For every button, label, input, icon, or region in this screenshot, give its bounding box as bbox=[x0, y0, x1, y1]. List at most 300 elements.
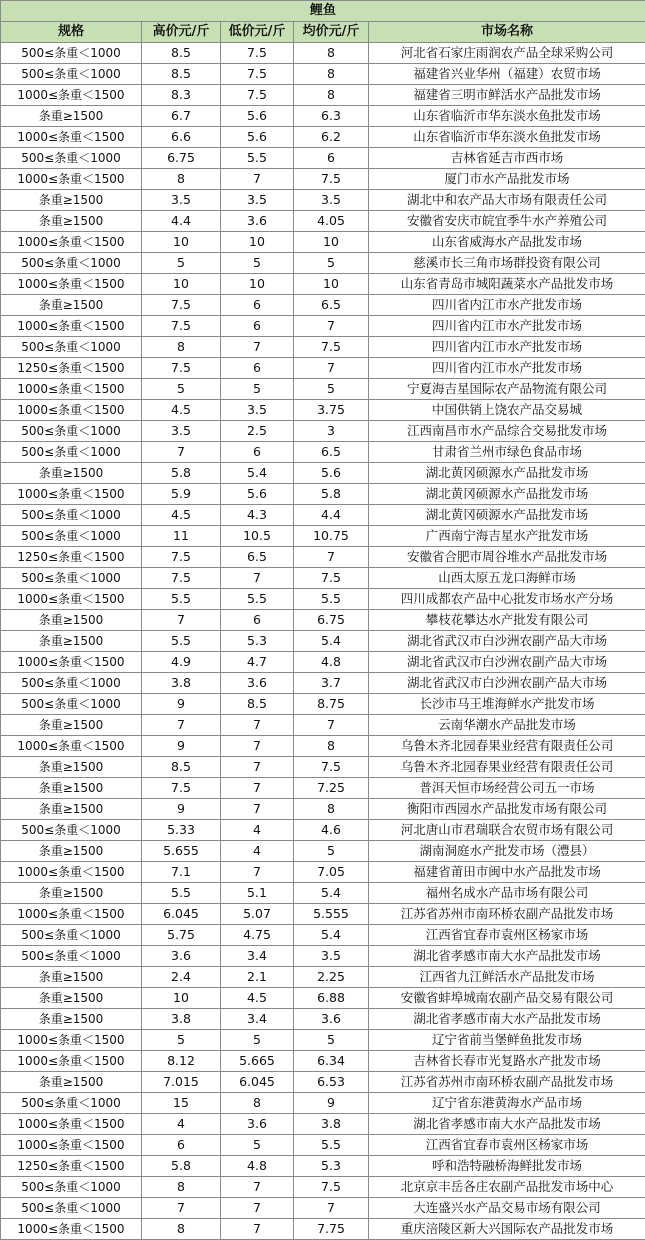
avg-price-cell: 7.25 bbox=[294, 778, 369, 799]
high-price-cell: 2.4 bbox=[142, 967, 221, 988]
spec-cell: 500≤条重＜1000 bbox=[1, 1177, 142, 1198]
table-row bbox=[1, 190, 645, 211]
high-price-cell: 7.5 bbox=[142, 547, 221, 568]
avg-price-cell: 6.75 bbox=[294, 610, 369, 631]
market-cell: 江苏省苏州市南环桥农副产品批发市场 bbox=[369, 1072, 645, 1093]
avg-price-cell: 5.8 bbox=[294, 484, 369, 505]
high-price-cell: 7.5 bbox=[142, 295, 221, 316]
high-price-cell: 15 bbox=[142, 1093, 221, 1114]
low-price-cell: 4.7 bbox=[221, 652, 294, 673]
market-cell: 湖北省孝感市南大水产品批发市场 bbox=[369, 1009, 645, 1030]
avg-price-cell: 2.25 bbox=[294, 967, 369, 988]
avg-price-cell: 3.5 bbox=[294, 190, 369, 211]
table-row bbox=[1, 253, 645, 274]
high-price-cell: 4 bbox=[142, 1114, 221, 1135]
market-cell: 中国供销上饶农产品交易城 bbox=[369, 400, 645, 421]
low-price-cell: 5 bbox=[221, 379, 294, 400]
spec-cell: 条重≥1500 bbox=[1, 967, 142, 988]
high-price-cell: 5 bbox=[142, 379, 221, 400]
high-price-cell: 8 bbox=[142, 1219, 221, 1240]
spec-cell: 500≤条重＜1000 bbox=[1, 442, 142, 463]
high-price-cell: 8.5 bbox=[142, 757, 221, 778]
low-price-cell: 3.6 bbox=[221, 1114, 294, 1135]
avg-price-cell: 3.75 bbox=[294, 400, 369, 421]
spec-cell: 条重≥1500 bbox=[1, 757, 142, 778]
table-row bbox=[1, 1135, 645, 1156]
table-row bbox=[1, 1051, 645, 1072]
avg-price-cell: 8 bbox=[294, 43, 369, 64]
spec-cell: 条重≥1500 bbox=[1, 631, 142, 652]
avg-price-cell: 4.4 bbox=[294, 505, 369, 526]
low-price-cell: 7 bbox=[221, 862, 294, 883]
high-price-cell: 8.5 bbox=[142, 43, 221, 64]
low-price-cell: 8 bbox=[221, 1093, 294, 1114]
low-price-cell: 6 bbox=[221, 295, 294, 316]
spec-cell: 1000≤条重＜1500 bbox=[1, 85, 142, 106]
table-row bbox=[1, 736, 645, 757]
table-row bbox=[1, 358, 645, 379]
header-avg-price: 均价元/斤 bbox=[294, 22, 369, 43]
table-row bbox=[1, 106, 645, 127]
high-price-cell: 3.8 bbox=[142, 1009, 221, 1030]
spec-cell: 条重≥1500 bbox=[1, 295, 142, 316]
low-price-cell: 5.665 bbox=[221, 1051, 294, 1072]
high-price-cell: 9 bbox=[142, 736, 221, 757]
low-price-cell: 3.5 bbox=[221, 400, 294, 421]
high-price-cell: 8 bbox=[142, 337, 221, 358]
low-price-cell: 7 bbox=[221, 1198, 294, 1219]
high-price-cell: 4.5 bbox=[142, 400, 221, 421]
market-cell: 山东省威海水产品批发市场 bbox=[369, 232, 645, 253]
high-price-cell: 10 bbox=[142, 232, 221, 253]
high-price-cell: 5.8 bbox=[142, 463, 221, 484]
spec-cell: 500≤条重＜1000 bbox=[1, 1093, 142, 1114]
low-price-cell: 6 bbox=[221, 610, 294, 631]
market-cell: 江苏省苏州市南环桥农副产品批发市场 bbox=[369, 904, 645, 925]
market-cell: 吉林省延吉市西市场 bbox=[369, 148, 645, 169]
high-price-cell: 8.3 bbox=[142, 85, 221, 106]
spec-cell: 1000≤条重＜1500 bbox=[1, 1219, 142, 1240]
low-price-cell: 3.5 bbox=[221, 190, 294, 211]
low-price-cell: 5.6 bbox=[221, 484, 294, 505]
market-cell: 湖北省孝感市南大水产品批发市场 bbox=[369, 946, 645, 967]
low-price-cell: 10.5 bbox=[221, 526, 294, 547]
high-price-cell: 7.5 bbox=[142, 778, 221, 799]
spec-cell: 500≤条重＜1000 bbox=[1, 820, 142, 841]
low-price-cell: 4.8 bbox=[221, 1156, 294, 1177]
low-price-cell: 7 bbox=[221, 1177, 294, 1198]
table-row bbox=[1, 526, 645, 547]
avg-price-cell: 7.5 bbox=[294, 1177, 369, 1198]
high-price-cell: 10 bbox=[142, 988, 221, 1009]
high-price-cell: 9 bbox=[142, 799, 221, 820]
table-row bbox=[1, 946, 645, 967]
spec-cell: 1000≤条重＜1500 bbox=[1, 1051, 142, 1072]
avg-price-cell: 7 bbox=[294, 1198, 369, 1219]
market-cell: 山东省青岛市城阳蔬菜水产品批发市场 bbox=[369, 274, 645, 295]
market-cell: 福建省三明市鲜活水产品批发市场 bbox=[369, 85, 645, 106]
spec-cell: 500≤条重＜1000 bbox=[1, 925, 142, 946]
spec-cell: 1000≤条重＜1500 bbox=[1, 904, 142, 925]
low-price-cell: 2.5 bbox=[221, 421, 294, 442]
market-cell: 安徽省安庆市皖宜季牛水产养殖公司 bbox=[369, 211, 645, 232]
table-row bbox=[1, 820, 645, 841]
avg-price-cell: 4.8 bbox=[294, 652, 369, 673]
high-price-cell: 10 bbox=[142, 274, 221, 295]
table-row bbox=[1, 778, 645, 799]
table-row bbox=[1, 43, 645, 64]
low-price-cell: 5.07 bbox=[221, 904, 294, 925]
high-price-cell: 3.8 bbox=[142, 673, 221, 694]
spec-cell: 1000≤条重＜1500 bbox=[1, 400, 142, 421]
table-row bbox=[1, 379, 645, 400]
spec-cell: 条重≥1500 bbox=[1, 106, 142, 127]
low-price-cell: 5 bbox=[221, 253, 294, 274]
low-price-cell: 3.6 bbox=[221, 211, 294, 232]
avg-price-cell: 7 bbox=[294, 715, 369, 736]
market-cell: 大连盛兴水产品交易市场有限公司 bbox=[369, 1198, 645, 1219]
low-price-cell: 7 bbox=[221, 715, 294, 736]
table-row bbox=[1, 484, 645, 505]
avg-price-cell: 5.6 bbox=[294, 463, 369, 484]
avg-price-cell: 6.53 bbox=[294, 1072, 369, 1093]
high-price-cell: 6.75 bbox=[142, 148, 221, 169]
market-cell: 四川省内江市水产批发市场 bbox=[369, 358, 645, 379]
high-price-cell: 5.8 bbox=[142, 1156, 221, 1177]
spec-cell: 1000≤条重＜1500 bbox=[1, 169, 142, 190]
table-row bbox=[1, 127, 645, 148]
market-cell: 河北唐山市君瑞联合农贸市场有限公司 bbox=[369, 820, 645, 841]
low-price-cell: 7 bbox=[221, 757, 294, 778]
avg-price-cell: 4.6 bbox=[294, 820, 369, 841]
avg-price-cell: 7.75 bbox=[294, 1219, 369, 1240]
low-price-cell: 10 bbox=[221, 232, 294, 253]
high-price-cell: 6 bbox=[142, 1135, 221, 1156]
market-cell: 江西省宜春市袁州区杨家市场 bbox=[369, 1135, 645, 1156]
high-price-cell: 8.12 bbox=[142, 1051, 221, 1072]
spec-cell: 500≤条重＜1000 bbox=[1, 673, 142, 694]
spec-cell: 条重≥1500 bbox=[1, 883, 142, 904]
spec-cell: 1000≤条重＜1500 bbox=[1, 484, 142, 505]
table-row bbox=[1, 85, 645, 106]
spec-cell: 1000≤条重＜1500 bbox=[1, 1030, 142, 1051]
low-price-cell: 5.3 bbox=[221, 631, 294, 652]
title-row bbox=[1, 1, 645, 22]
spec-cell: 500≤条重＜1000 bbox=[1, 337, 142, 358]
table-row bbox=[1, 631, 645, 652]
low-price-cell: 5.4 bbox=[221, 463, 294, 484]
spec-cell: 1000≤条重＜1500 bbox=[1, 232, 142, 253]
spec-cell: 1250≤条重＜1500 bbox=[1, 1156, 142, 1177]
avg-price-cell: 5.3 bbox=[294, 1156, 369, 1177]
spec-cell: 条重≥1500 bbox=[1, 778, 142, 799]
table-row bbox=[1, 673, 645, 694]
low-price-cell: 5.5 bbox=[221, 148, 294, 169]
low-price-cell: 6 bbox=[221, 358, 294, 379]
low-price-cell: 5 bbox=[221, 1030, 294, 1051]
table-row bbox=[1, 463, 645, 484]
low-price-cell: 7 bbox=[221, 169, 294, 190]
market-cell: 山东省临沂市华东淡水鱼批发市场 bbox=[369, 106, 645, 127]
low-price-cell: 7 bbox=[221, 337, 294, 358]
spec-cell: 1000≤条重＜1500 bbox=[1, 127, 142, 148]
market-cell: 重庆涪陵区新大兴国际农产品批发市场 bbox=[369, 1219, 645, 1240]
high-price-cell: 7.5 bbox=[142, 568, 221, 589]
high-price-cell: 7.015 bbox=[142, 1072, 221, 1093]
market-cell: 河北省石家庄雨润农产品全球采购公司 bbox=[369, 43, 645, 64]
header-row bbox=[1, 22, 645, 43]
avg-price-cell: 5.5 bbox=[294, 589, 369, 610]
table-row bbox=[1, 841, 645, 862]
spec-cell: 条重≥1500 bbox=[1, 715, 142, 736]
high-price-cell: 6.6 bbox=[142, 127, 221, 148]
spec-cell: 500≤条重＜1000 bbox=[1, 1198, 142, 1219]
table-row bbox=[1, 925, 645, 946]
market-cell: 慈溪市长三角市场群投资有限公司 bbox=[369, 253, 645, 274]
market-cell: 攀枝花攀达水产批发有限公司 bbox=[369, 610, 645, 631]
avg-price-cell: 7 bbox=[294, 316, 369, 337]
avg-price-cell: 7.5 bbox=[294, 757, 369, 778]
table-row bbox=[1, 337, 645, 358]
spec-cell: 1000≤条重＜1500 bbox=[1, 274, 142, 295]
avg-price-cell: 9 bbox=[294, 1093, 369, 1114]
high-price-cell: 5.33 bbox=[142, 820, 221, 841]
market-cell: 宁夏海吉星国际农产品物流有限公司 bbox=[369, 379, 645, 400]
market-cell: 湖南洞庭水产批发市场（澧县） bbox=[369, 841, 645, 862]
avg-price-cell: 6.2 bbox=[294, 127, 369, 148]
table-row bbox=[1, 547, 645, 568]
spec-cell: 500≤条重＜1000 bbox=[1, 946, 142, 967]
avg-price-cell: 5.5 bbox=[294, 1135, 369, 1156]
spec-cell: 条重≥1500 bbox=[1, 211, 142, 232]
avg-price-cell: 3.7 bbox=[294, 673, 369, 694]
avg-price-cell: 10 bbox=[294, 274, 369, 295]
table-title: 鲤鱼 bbox=[1, 1, 645, 22]
avg-price-cell: 6.5 bbox=[294, 442, 369, 463]
table-row bbox=[1, 295, 645, 316]
spec-cell: 500≤条重＜1000 bbox=[1, 505, 142, 526]
avg-price-cell: 6 bbox=[294, 148, 369, 169]
high-price-cell: 3.6 bbox=[142, 946, 221, 967]
low-price-cell: 7.5 bbox=[221, 85, 294, 106]
table-row bbox=[1, 694, 645, 715]
avg-price-cell: 7 bbox=[294, 358, 369, 379]
table-row bbox=[1, 1093, 645, 1114]
table-row bbox=[1, 1114, 645, 1135]
low-price-cell: 7 bbox=[221, 799, 294, 820]
high-price-cell: 5 bbox=[142, 253, 221, 274]
table-row bbox=[1, 1198, 645, 1219]
table-row bbox=[1, 1156, 645, 1177]
market-cell: 湖北省孝感市南大水产品批发市场 bbox=[369, 1114, 645, 1135]
avg-price-cell: 5.555 bbox=[294, 904, 369, 925]
avg-price-cell: 8 bbox=[294, 799, 369, 820]
table-body bbox=[1, 43, 645, 1240]
low-price-cell: 6 bbox=[221, 442, 294, 463]
market-cell: 长沙市马王堆海鲜水产批发市场 bbox=[369, 694, 645, 715]
low-price-cell: 7 bbox=[221, 1219, 294, 1240]
low-price-cell: 5.1 bbox=[221, 883, 294, 904]
high-price-cell: 3.5 bbox=[142, 190, 221, 211]
table-row bbox=[1, 862, 645, 883]
high-price-cell: 7 bbox=[142, 1198, 221, 1219]
market-cell: 江西省九江鲜活水产品批发市场 bbox=[369, 967, 645, 988]
table-row bbox=[1, 316, 645, 337]
market-cell: 乌鲁木齐北园春果业经营有限责任公司 bbox=[369, 757, 645, 778]
high-price-cell: 8 bbox=[142, 169, 221, 190]
avg-price-cell: 6.88 bbox=[294, 988, 369, 1009]
table-row bbox=[1, 274, 645, 295]
table-row bbox=[1, 400, 645, 421]
table-row bbox=[1, 883, 645, 904]
table-row bbox=[1, 1219, 645, 1240]
spec-cell: 条重≥1500 bbox=[1, 610, 142, 631]
market-cell: 呼和浩特融桥海鲜批发市场 bbox=[369, 1156, 645, 1177]
market-cell: 厦门市水产品批发市场 bbox=[369, 169, 645, 190]
high-price-cell: 4.5 bbox=[142, 505, 221, 526]
high-price-cell: 8.5 bbox=[142, 64, 221, 85]
table-row bbox=[1, 232, 645, 253]
high-price-cell: 5.5 bbox=[142, 631, 221, 652]
avg-price-cell: 7.05 bbox=[294, 862, 369, 883]
table-row bbox=[1, 1072, 645, 1093]
table-row bbox=[1, 148, 645, 169]
market-cell: 福建省莆田市闽中水产品批发市场 bbox=[369, 862, 645, 883]
low-price-cell: 10 bbox=[221, 274, 294, 295]
low-price-cell: 7.5 bbox=[221, 43, 294, 64]
market-cell: 江西省宜春市袁州区杨家市场 bbox=[369, 925, 645, 946]
market-cell: 湖北黄冈硕源水产品批发市场 bbox=[369, 484, 645, 505]
spec-cell: 1000≤条重＜1500 bbox=[1, 1135, 142, 1156]
avg-price-cell: 6.34 bbox=[294, 1051, 369, 1072]
low-price-cell: 4.3 bbox=[221, 505, 294, 526]
market-cell: 山东省临沂市华东淡水鱼批发市场 bbox=[369, 127, 645, 148]
avg-price-cell: 5 bbox=[294, 841, 369, 862]
low-price-cell: 6 bbox=[221, 316, 294, 337]
table-row bbox=[1, 1030, 645, 1051]
low-price-cell: 3.4 bbox=[221, 946, 294, 967]
high-price-cell: 5.9 bbox=[142, 484, 221, 505]
spec-cell: 1000≤条重＜1500 bbox=[1, 589, 142, 610]
high-price-cell: 4.9 bbox=[142, 652, 221, 673]
low-price-cell: 4 bbox=[221, 841, 294, 862]
table-row bbox=[1, 610, 645, 631]
market-cell: 辽宁省前当堡鲜鱼批发市场 bbox=[369, 1030, 645, 1051]
low-price-cell: 5 bbox=[221, 1135, 294, 1156]
high-price-cell: 7.5 bbox=[142, 358, 221, 379]
low-price-cell: 4.5 bbox=[221, 988, 294, 1009]
market-cell: 湖北黄冈硕源水产品批发市场 bbox=[369, 505, 645, 526]
market-cell: 山西太原五龙口海鲜市场 bbox=[369, 568, 645, 589]
high-price-cell: 5.5 bbox=[142, 883, 221, 904]
low-price-cell: 4 bbox=[221, 820, 294, 841]
market-cell: 乌鲁木齐北园春果业经营有限责任公司 bbox=[369, 736, 645, 757]
avg-price-cell: 7.5 bbox=[294, 169, 369, 190]
market-cell: 北京京丰岳各庄农副产品批发市场中心 bbox=[369, 1177, 645, 1198]
spec-cell: 500≤条重＜1000 bbox=[1, 421, 142, 442]
avg-price-cell: 8 bbox=[294, 85, 369, 106]
avg-price-cell: 5.4 bbox=[294, 925, 369, 946]
high-price-cell: 6.045 bbox=[142, 904, 221, 925]
low-price-cell: 7 bbox=[221, 778, 294, 799]
market-cell: 安徽省蚌埠城南农副产品交易有限公司 bbox=[369, 988, 645, 1009]
spec-cell: 条重≥1500 bbox=[1, 1072, 142, 1093]
avg-price-cell: 3.8 bbox=[294, 1114, 369, 1135]
spec-cell: 条重≥1500 bbox=[1, 1009, 142, 1030]
high-price-cell: 8 bbox=[142, 1177, 221, 1198]
low-price-cell: 6.5 bbox=[221, 547, 294, 568]
spec-cell: 1000≤条重＜1500 bbox=[1, 862, 142, 883]
avg-price-cell: 7 bbox=[294, 547, 369, 568]
high-price-cell: 6.7 bbox=[142, 106, 221, 127]
avg-price-cell: 8 bbox=[294, 64, 369, 85]
table-row bbox=[1, 904, 645, 925]
high-price-cell: 5.5 bbox=[142, 589, 221, 610]
avg-price-cell: 5 bbox=[294, 1030, 369, 1051]
market-cell: 湖北黄冈硕源水产品批发市场 bbox=[369, 463, 645, 484]
low-price-cell: 3.6 bbox=[221, 673, 294, 694]
spec-cell: 条重≥1500 bbox=[1, 841, 142, 862]
high-price-cell: 7 bbox=[142, 610, 221, 631]
table-row bbox=[1, 568, 645, 589]
market-cell: 安徽省合肥市周谷堆水产品批发市场 bbox=[369, 547, 645, 568]
spec-cell: 500≤条重＜1000 bbox=[1, 568, 142, 589]
table-row bbox=[1, 799, 645, 820]
market-cell: 湖北省武汉市白沙洲农副产品大市场 bbox=[369, 652, 645, 673]
spec-cell: 条重≥1500 bbox=[1, 988, 142, 1009]
market-cell: 四川省内江市水产批发市场 bbox=[369, 316, 645, 337]
table-row bbox=[1, 1177, 645, 1198]
high-price-cell: 7.1 bbox=[142, 862, 221, 883]
table-row bbox=[1, 1009, 645, 1030]
market-cell: 甘肃省兰州市绿色食品市场 bbox=[369, 442, 645, 463]
avg-price-cell: 4.05 bbox=[294, 211, 369, 232]
table-row bbox=[1, 442, 645, 463]
market-cell: 广西南宁海吉星水产批发市场 bbox=[369, 526, 645, 547]
avg-price-cell: 8 bbox=[294, 736, 369, 757]
spec-cell: 500≤条重＜1000 bbox=[1, 253, 142, 274]
avg-price-cell: 3 bbox=[294, 421, 369, 442]
avg-price-cell: 6.3 bbox=[294, 106, 369, 127]
high-price-cell: 5.655 bbox=[142, 841, 221, 862]
market-cell: 辽宁省东港黄海水产品市场 bbox=[369, 1093, 645, 1114]
avg-price-cell: 5 bbox=[294, 253, 369, 274]
spec-cell: 500≤条重＜1000 bbox=[1, 43, 142, 64]
table-row bbox=[1, 169, 645, 190]
market-cell: 江西南昌市水产品综合交易批发市场 bbox=[369, 421, 645, 442]
avg-price-cell: 6.5 bbox=[294, 295, 369, 316]
low-price-cell: 3.4 bbox=[221, 1009, 294, 1030]
market-cell: 吉林省长春市光复路水产批发市场 bbox=[369, 1051, 645, 1072]
spec-cell: 1000≤条重＜1500 bbox=[1, 379, 142, 400]
low-price-cell: 7 bbox=[221, 568, 294, 589]
avg-price-cell: 3.5 bbox=[294, 946, 369, 967]
low-price-cell: 5.6 bbox=[221, 127, 294, 148]
market-cell: 湖北省武汉市白沙洲农副产品大市场 bbox=[369, 631, 645, 652]
market-cell: 四川成都农产品中心批发市场水产分场 bbox=[369, 589, 645, 610]
spec-cell: 1250≤条重＜1500 bbox=[1, 547, 142, 568]
market-cell: 湖北中和农产品大市场有限责任公司 bbox=[369, 190, 645, 211]
high-price-cell: 7 bbox=[142, 715, 221, 736]
header-high-price: 高价元/斤 bbox=[142, 22, 221, 43]
market-cell: 云南华潮水产品批发市场 bbox=[369, 715, 645, 736]
spec-cell: 1000≤条重＜1500 bbox=[1, 652, 142, 673]
table-row bbox=[1, 421, 645, 442]
header-spec: 规格 bbox=[1, 22, 142, 43]
high-price-cell: 5.75 bbox=[142, 925, 221, 946]
market-cell: 福建省兴业华州（福建）农贸市场 bbox=[369, 64, 645, 85]
table-row bbox=[1, 715, 645, 736]
